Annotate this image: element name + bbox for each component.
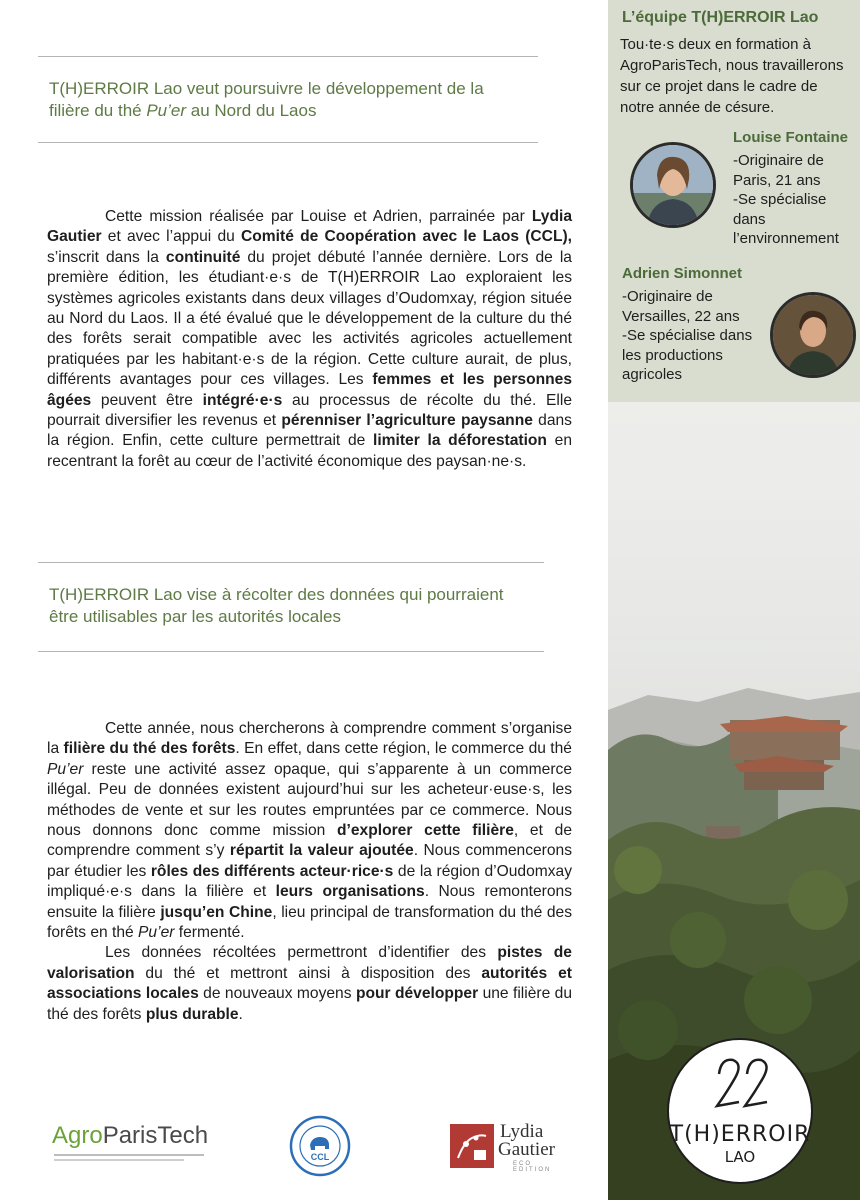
divider (38, 56, 538, 57)
ccl-logo (289, 1115, 351, 1177)
svg-text:CCL: CCL (310, 1152, 330, 1162)
lydia-gautier-logo (450, 1121, 570, 1171)
logo-sub: LAO (724, 1148, 756, 1166)
adrien-line: Versailles, 22 ans (622, 307, 740, 325)
adrien-name: Adrien Simonnet (622, 265, 743, 282)
section1-heading (49, 78, 519, 122)
ccl-seal-icon (289, 1115, 351, 1177)
louise-avatar (630, 142, 716, 228)
heading-italic: Pu’er (146, 101, 187, 120)
louise-line: l’environnement (733, 230, 839, 247)
lydia-gautier-wordmark: Lydia Gautier (498, 1121, 555, 1160)
louise-line: -Originaire de (733, 152, 824, 169)
agroparistech-tagline-icon (54, 1152, 214, 1164)
section2-heading: T(H)ERROIR Lao vise à récolter des données qui pourraient être utilisables par les autorités locales (49, 585, 504, 626)
louise-line: Paris, 21 ans (733, 171, 821, 189)
adrien-avatar (770, 292, 856, 378)
heading-text: T(H)ERROIR Lao veut poursuivre le développement de la filière du thé (49, 79, 484, 120)
divider (38, 651, 544, 652)
agroparistech-wordmark: AgroParisTech (52, 1122, 209, 1149)
logo-word: T(H)ERROIR (669, 1122, 811, 1147)
paragraph-2: Cette année, nous chercherons à comprendre comment s’organise la filière du thé des forêts. En effet, dans cette région, le commerce du thé Pu’er reste une activité assez opaque, qui s’apparente à un commerce illégal. Peu de données existent aujourd’hui sur les acheteur·euse·s, les méthodes de vente et sur les routes empruntées par ce commerce. Nous nous donnons donc comme mission d’explorer cette filière, et de comprendre comment s’y répartit la valeur ajoutée. Nous commencerons par étudier les rôles des différents acteur·rice·s de la région d’Oudomxay impliqué·e·s dans la filière et leurs organisations. Nous remonterons ensuite la filière jusqu’en Chine, lieu principal de transformation du thé des forêts en thé Pu’er fermenté. Les données récoltées permettront d’identifier des pistes de valorisation du thé et mettront ainsi à disposition des autorités et associations locales de nouveaux moyens pour développer une filière du thé des forêts plus durable. (47, 720, 573, 1023)
louise-name: Louise Fontaine (733, 129, 849, 146)
agroparistech-logo (52, 1118, 222, 1168)
adrien-line: les productions (622, 346, 723, 364)
louise-line: -Se spécialise (733, 191, 827, 208)
adrien-line: -Se spécialise dans (622, 327, 753, 344)
divider (38, 142, 538, 143)
adrien-line: -Originaire de (622, 288, 713, 305)
lydia-gautier-sub: ECO EDITION (513, 1161, 552, 1173)
louise-line: dans (733, 210, 766, 228)
divider (38, 562, 544, 563)
heading-text: au Nord du Laos (186, 101, 317, 120)
therroir-logo (667, 1038, 813, 1184)
team-intro: Tou·te·s deux en formation à AgroParisTech, nous travaillerons sur ce projet dans le cadre de notre année de césure. (620, 36, 844, 116)
logo-swirl-icon (669, 1044, 811, 1124)
adrien-line: agricoles (622, 366, 683, 383)
paragraph-1: Cette mission réalisée par Louise et Adrien, parrainée par Lydia Gautier et avec l’appui du Comité de Coopération avec le Laos (CCL), s’inscrit dans la continuité du projet débuté l’année dernière. Lors de la première édition, les étudiant·e·s de T(H)ERROIR Lao exploraient les systèmes agricoles existants dans deux villages d’Oudomxay, région située au Nord du Laos. Il a été évalué que le développement de la culture du thé des forêts serait compatible avec les activités agricoles actuellement pratiquées par les habitant·e·s de la région. Cette culture aurait, de plus, différents avantages pour ces villages. Les femmes et les personnes âgées peuvent être intégré·e·s au processus de récolte du thé. Elle pourrait diversifier les revenus et pérenniser l’agriculture paysanne dans la région. Enfin, cette culture permettrait de limiter la déforestation en recentrant la forêt au cœur de l’activité économique des paysan·ne·s. (47, 208, 572, 470)
team-title: L’équipe T(H)ERROIR Lao (622, 9, 819, 26)
lydia-gautier-emblem-icon (450, 1124, 494, 1168)
adrien-details (622, 287, 752, 385)
louise-details (733, 151, 839, 249)
